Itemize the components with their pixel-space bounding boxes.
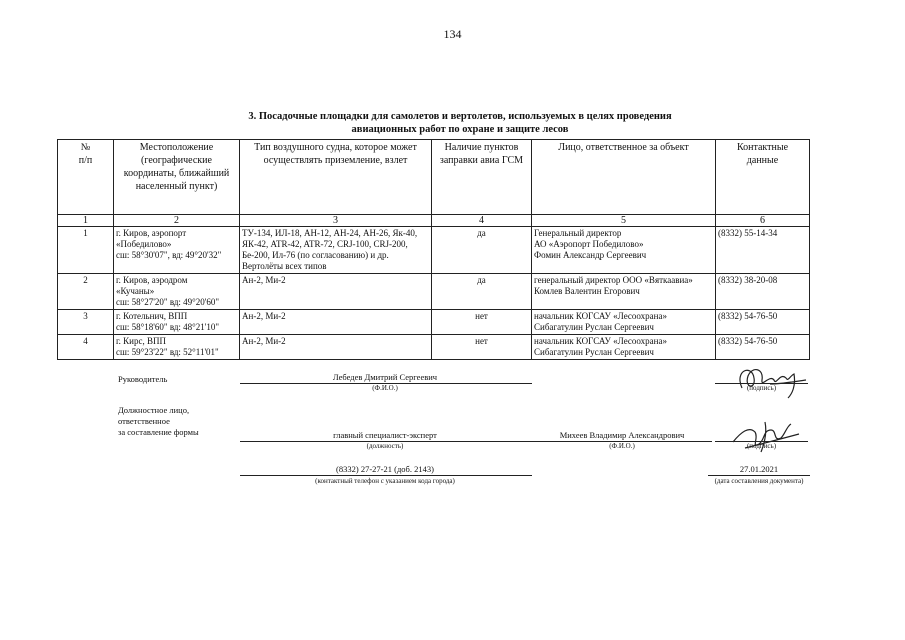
- row-contact: (8332) 54-76-50: [716, 310, 810, 335]
- contact-phone-line: [240, 475, 532, 476]
- head-signature-icon: [730, 358, 810, 400]
- column-number: 6: [716, 215, 810, 227]
- head-name: Лебедев Дмитрий Сергеевич: [332, 372, 438, 382]
- row-fuel: да: [432, 227, 532, 274]
- head-label: Руководитель: [118, 374, 168, 384]
- header-aircraft: Тип воздушного судна, которое может осуществлять приземление, взлет: [240, 140, 432, 215]
- head-name-caption: (Ф.И.О.): [372, 384, 398, 392]
- column-number: 3: [240, 215, 432, 227]
- row-number: 1: [58, 227, 114, 274]
- table-row: [58, 310, 810, 335]
- official-signature-icon: [725, 418, 805, 456]
- contact-phone: (8332) 27-27-21 (доб. 2143): [336, 464, 434, 474]
- official-sign-caption: (подпись): [746, 442, 777, 450]
- header-fuel: Наличие пунктов заправки авиа ГСМ: [432, 140, 532, 215]
- official-name: Михеев Владимир Александрович: [559, 430, 685, 440]
- document-date: 27.01.2021: [739, 464, 779, 474]
- column-number: 2: [114, 215, 240, 227]
- row-number: 4: [58, 335, 114, 360]
- row-responsible: Генеральный директор АО «Аэропорт Победилово» Фомин Александр Сергеевич: [532, 227, 716, 274]
- landing-sites-table: [57, 139, 810, 360]
- row-contact: (8332) 55-14-34: [716, 227, 810, 274]
- table-row: [58, 227, 810, 274]
- official-position: главный специалист-эксперт: [333, 430, 437, 440]
- title-line-2: авиационных работ по охране и защите лесов: [351, 124, 569, 135]
- row-fuel: нет: [432, 310, 532, 335]
- contact-phone-caption: (контактный телефон с указанием кода города): [315, 477, 455, 485]
- official-position-caption: (должность): [366, 442, 404, 450]
- head-sign-caption: (подпись): [746, 384, 777, 392]
- header-location: Местоположение (географические координаты, ближайший населенный пункт): [114, 140, 240, 215]
- table-header-row: [58, 140, 810, 215]
- row-aircraft: Ан-2, Ми-2: [240, 274, 432, 310]
- header-contact: Контактные данные: [716, 140, 810, 215]
- header-number: № п/п: [58, 140, 114, 215]
- document-title: [160, 110, 760, 136]
- row-responsible: генеральный директор ООО «Вяткаавиа» Комлев Валентин Егорович: [532, 274, 716, 310]
- row-responsible: начальник КОГСАУ «Лесоохрана» Сибагатулин Руслан Сергеевич: [532, 335, 716, 360]
- row-location: г. Киров, аэропорт «Победилово» сш: 58°30'07", вд: 49°20'32": [114, 227, 240, 274]
- header-responsible: Лицо, ответственное за объект: [532, 140, 716, 215]
- document-date-caption: (дата составления документа): [714, 477, 804, 485]
- row-responsible: начальник КОГСАУ «Лесоохрана» Сибагатулин Руслан Сергеевич: [532, 310, 716, 335]
- row-location: г. Кирс, ВПП сш: 59°23'22" вд: 52°11'01": [114, 335, 240, 360]
- row-contact: (8332) 38-20-08: [716, 274, 810, 310]
- row-aircraft: ТУ-134, ИЛ-18, АН-12, АН-24, АН-26, Як-40, ЯК-42, ATR-42, ATR-72, CRJ-100, CRJ-200, Бе-200, Ил-76 (по согласованию) и др. Вертолёты всех типов: [240, 227, 432, 274]
- title-line-1: 3. Посадочные площадки для самолетов и вертолетов, используемых в целях проведения: [248, 111, 672, 122]
- row-aircraft: Ан-2, Ми-2: [240, 335, 432, 360]
- row-location: г. Киров, аэродром «Кучаны» сш: 58°27'20" вд: 49°20'60": [114, 274, 240, 310]
- document-date-line: [708, 475, 810, 476]
- row-location: г. Котельнич, ВПП сш: 58°18'60" вд: 48°21'10": [114, 310, 240, 335]
- table-row: [58, 335, 810, 360]
- row-number: 3: [58, 310, 114, 335]
- official-name-caption: (Ф.И.О.): [609, 442, 635, 450]
- row-fuel: нет: [432, 335, 532, 360]
- table-row: [58, 274, 810, 310]
- column-number: 1: [58, 215, 114, 227]
- column-number-row: [58, 215, 810, 227]
- page-number: 134: [443, 27, 462, 41]
- column-number: 4: [432, 215, 532, 227]
- row-contact: (8332) 54-76-50: [716, 335, 810, 360]
- row-aircraft: Ан-2, Ми-2: [240, 310, 432, 335]
- official-label: Должностное лицо, ответственное за составление формы: [118, 405, 199, 437]
- row-number: 2: [58, 274, 114, 310]
- row-fuel: да: [432, 274, 532, 310]
- column-number: 5: [532, 215, 716, 227]
